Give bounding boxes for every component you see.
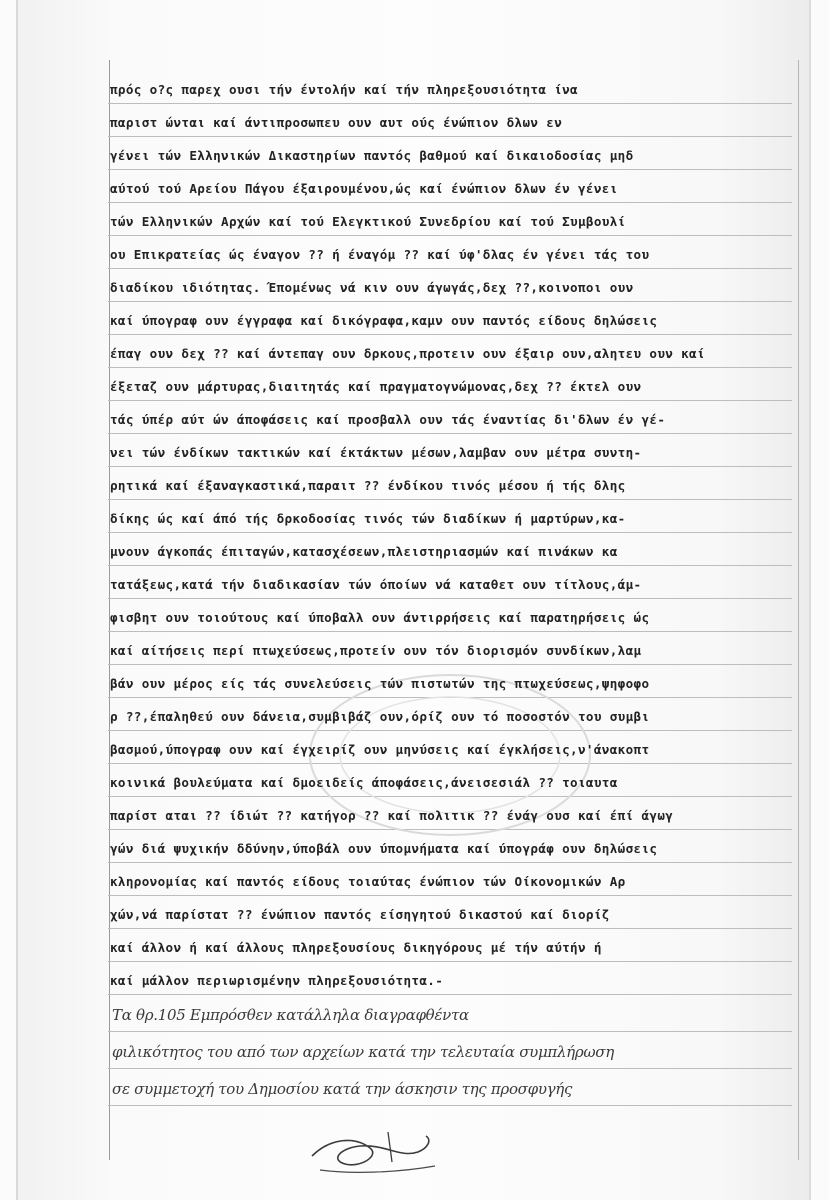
ruled-line: [108, 928, 792, 929]
ruled-line: [108, 631, 792, 632]
typed-line-25: κληρονομίας καί παντός είδους τοιαύτας ένώπιον τών Οίκονομικών Αρ: [110, 874, 626, 889]
ruled-line: [108, 598, 792, 599]
ruled-line: [108, 499, 792, 500]
typed-line-26: χών,νά παρίστατ ?? ένώπιον παντός είσηγητού δικαστού καί διορίζ: [110, 907, 610, 922]
typed-line-3: γένει τών Ελληνικών Δικαστηρίων παντός βαθμού καί δικαιοδοσίας μηδ: [110, 148, 634, 163]
typed-line-27: καί άλλον ή καί άλλους πληρεξουσίους δικηγόρους μέ τήν αύτήν ή: [110, 940, 602, 955]
typed-line-13: ρητικά καί έξαναγκαστικά,παραιτ ?? ένδίκου τινός μέσου ή τής δλης: [110, 478, 626, 493]
ruled-line: [108, 961, 792, 962]
typed-line-10: έξεταζ ουν μάρτυρας,διαιτητάς καί πραγματογνώμονας,δεχ ?? έκτελ ουν: [110, 379, 642, 394]
ruled-line: [108, 532, 792, 533]
typed-line-20: ρ ??,έπαληθεύ ουν δάνεια,συμβιβάζ ουν,όρίζ ουν τό ποσοστόν του συμβι: [110, 709, 650, 724]
ruled-line: [108, 334, 792, 335]
typed-line-11: τάς ύπέρ αύτ ών άποφάσεις καί προσβαλλ ουν τάς έναντίας δι'δλων έν γέ-: [110, 412, 666, 427]
ruled-line: [108, 202, 792, 203]
ruled-line: [108, 103, 792, 104]
typed-line-2: παριστ ώνται καί άντιπροσωπευ ουν αυτ ούς ένώπιον δλων εν: [110, 115, 563, 130]
handwritten-line-3: σε συμμετοχή του Δημοσίου κατά την άσκησιν της προσφυγής: [112, 1080, 573, 1098]
ruled-line: [108, 235, 792, 236]
typed-line-1: πρός ο?ς παρεχ ουσι τήν έντολήν καί τήν πληρεξουσιότητα ίνα: [110, 82, 578, 97]
typed-line-14: δίκης ώς καί άπό τής δρκοδοσίας τινός τών διαδίκων ή μαρτύρων,κα-: [110, 511, 626, 526]
typed-line-19: βάν ουν μέρος είς τάς συνελεύσεις τών πιστωτών της πτωχεύσεως,ψηφοφο: [110, 676, 650, 691]
typed-line-12: νει τών ένδίκων τακτικών καί έκτάκτων μέσων,λαμβαν ουν μέτρα συντη-: [110, 445, 642, 460]
typed-line-7: διαδίκου ιδιότητας. Έπομένως νά κιν ουν άγωγάς,δεχ ??,κοινοποι ουν: [110, 280, 634, 295]
typed-line-22: κοινικά βουλεύματα καί δμοειδείς άποφάσεις,άνεισεσιάλ ?? τοιαυτα: [110, 775, 618, 790]
ruled-line: [108, 466, 792, 467]
ruled-line: [108, 169, 792, 170]
ruled-line: [108, 895, 792, 896]
typed-line-4: αύτού τού Αρείου Πάγου έξαιρουμένου,ώς καί ένώπιον δλων έν γένει: [110, 181, 618, 196]
right-margin-rule: [798, 60, 799, 1160]
handwritten-line-2: φιλικότητος του από των αρχείων κατά την τελευταία συμπλήρωση: [112, 1043, 614, 1061]
typed-line-6: ου Επικρατείας ώς έναγον ?? ή έναγόμ ?? καί ύφ'δλας έν γένει τάς του: [110, 247, 650, 262]
ruled-line: [108, 268, 792, 269]
ruled-line: [108, 301, 792, 302]
typed-line-15: μνουν άγκοπάς έπιταγών,κατασχέσεων,πλειστηριασμών καί πινάκων κα: [110, 544, 618, 559]
typed-line-17: φισβητ ουν τοιούτους καί ύποβαλλ ουν άντιρρήσεις καί παρατηρήσεις ώς: [110, 610, 650, 625]
typed-line-18: καί αίτήσεις περί πτωχεύσεως,προτείν ουν τόν διορισμόν συνδίκων,λαμ: [110, 643, 642, 658]
typed-line-23: παρίστ αται ?? ίδιώτ ?? κατήγορ ?? καί πολιτικ ?? ένάγ ουσ καί έπί άγωγ: [110, 808, 674, 823]
ruled-line: [108, 994, 792, 995]
typed-line-9: έπαγ ουν δεχ ?? καί άντεπαγ ουν δρκους,προτειν ουν έξαιρ ουν,αλητευ ουν καί: [110, 346, 705, 361]
handwritten-line-1: Τα θρ.105 Εμπρόσθεν κατάλληλα διαγραφθέντα: [112, 1006, 469, 1024]
ruled-line: [108, 862, 792, 863]
ruled-line: [108, 136, 792, 137]
ruled-line: [108, 565, 792, 566]
signature: [300, 1118, 450, 1180]
typed-line-21: βασμού,ύπογραφ ουν καί έγχειρίζ ουν μηνύσεις καί έγκλήσεις,ν'άνακοπτ: [110, 742, 650, 757]
ruled-line: [108, 400, 792, 401]
ruled-line: [108, 367, 792, 368]
typed-line-5: τών Ελληνικών Αρχών καί τού Ελεγκτικού Συνεδρίου καί τού Συμβουλί: [110, 214, 626, 229]
typed-line-8: καί ύπογραφ ουν έγγραφα καί δικόγραφα,καμν ουν παντός είδους δηλώσεις: [110, 313, 658, 328]
typed-line-28: καί μάλλον περιωρισμένην πληρεξουσιότητα.-: [110, 973, 444, 988]
ruled-line: [108, 433, 792, 434]
typed-line-16: τατάξεως,κατά τήν διαδικασίαν τών όποίων νά καταθετ ουν τίτλους,άμ-: [110, 577, 642, 592]
typed-line-24: γών διά ψυχικήν δδύνην,ύποβάλ ουν ύπομνήματα καί ύπογράφ ουν δηλώσεις: [110, 841, 658, 856]
